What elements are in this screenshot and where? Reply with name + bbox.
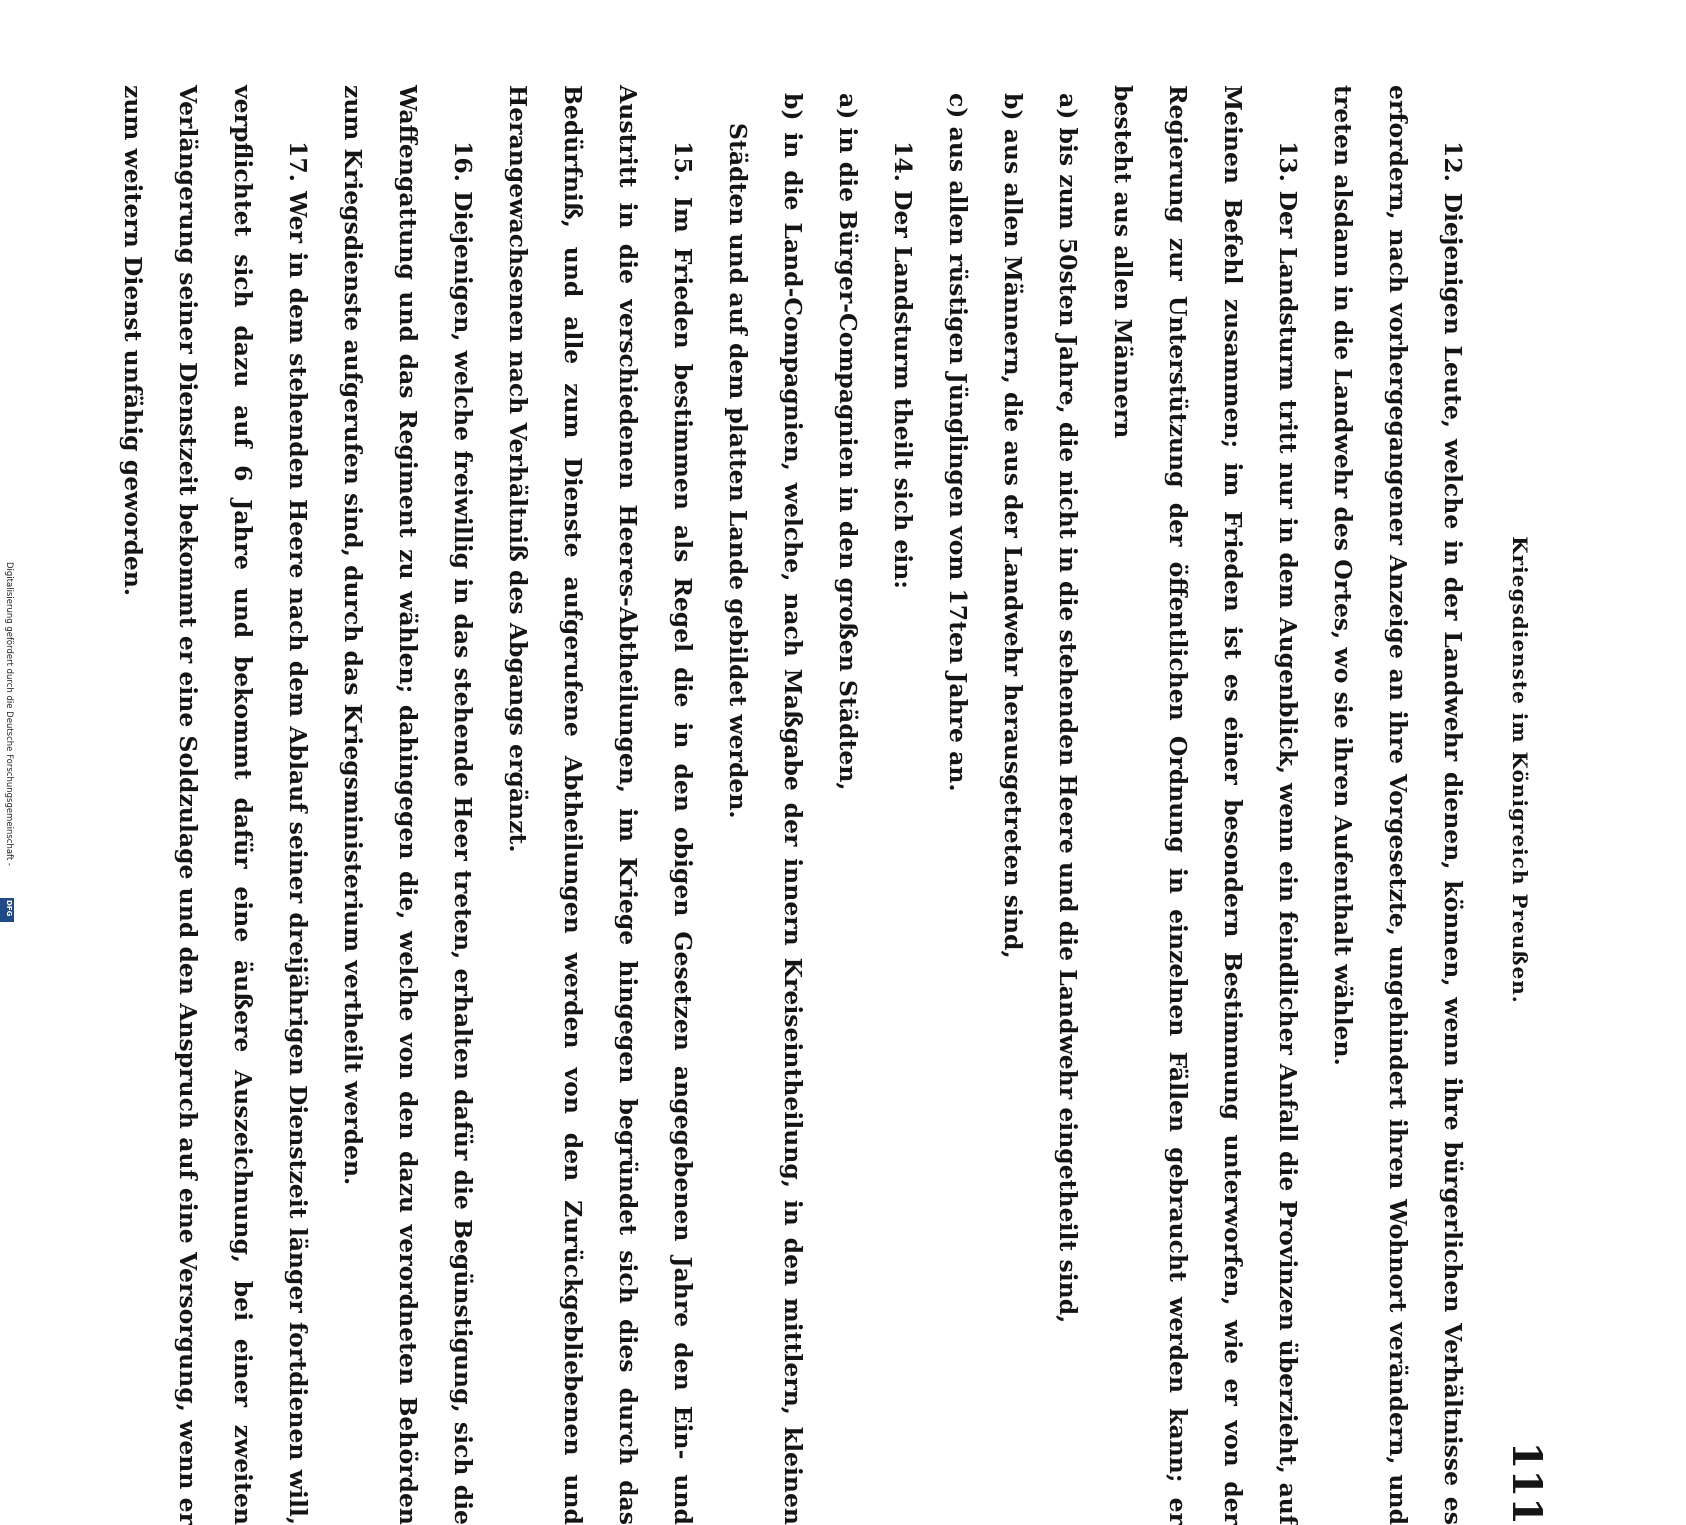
body-text <box>105 85 1480 1525</box>
paragraph-14-item-a: a) in die Bürger-Compagnien in den großen Städten, <box>820 85 875 1525</box>
dfg-logo <box>0 898 14 922</box>
paragraph-13-item-c: c) aus allen rüstigen Jünglingen vom 17ten Jahre an. <box>930 85 985 1525</box>
paragraph-12: 12. Diejenigen Leute, welche in der Landwehr dienen, können, wenn ihre bürgerlichen Verhältnisse es erfordern, nach vorhergegangener Anzeige an ihre Vorgesetzte, ungehindert ihren Wohnort verändern, und treten alsdann in die Landwehr des Ortes, wo sie ihren Aufenthalt wählen. <box>1315 85 1480 1525</box>
paragraph-14-item-b: b) in die Land-Compagnien, welche, nach Maßgabe der innern Kreiseintheilung, in den mittlern, kleinen Städten und auf dem platten Lande gebildet werden. <box>710 85 820 1525</box>
page-header <box>1480 85 1550 1525</box>
dfg-logo-text: DFG <box>5 900 13 916</box>
digitization-credit-text: Digitalisierung gefördert durch die Deutsche Forschungsgemeinschaft - <box>4 562 14 922</box>
paragraph-15: 15. Im Frieden bestimmen als Regel die in den obigen Gesetzen angegebenen Jahre den Ein- und Austritt in die verschiedenen Heeres-Abtheilungen, im Kriege hingegen begründet sich dies durch das Bedürfniß, und alle zum Dienste aufgerufene Abtheilungen werden von den Zurückgebliebenen und Herangewachsenen nach Verhältniß des Abgangs ergänzt. <box>490 85 710 1525</box>
paragraph-13: 13. Der Landsturm tritt nur in dem Augenblick, wenn ein feindlicher Anfall die Provinzen überzieht, auf Meinen Befehl zusammen; im Frieden ist es einer besondern Bestimmung unterworfen, wie er von der Regierung zur Unterstützung der öffentlichen Ordnung in einzelnen Fällen gebraucht werden kann; er besteht aus allen Männern <box>1095 85 1315 1525</box>
running-head: Kriegsdienste im Königreich Preußen. <box>1508 85 1532 1455</box>
rotated-page <box>155 85 1550 1525</box>
digitization-credit <box>0 562 14 922</box>
paragraph-17: 17. Wer in dem stehenden Heere nach dem Ablauf seiner dreijährigen Dienstzeit länger fortdienen will, verpflichtet sich dazu auf 6 Jahre und bekommt dafür eine äußere Auszeichnung, bei einer zweiten Verlängerung seiner Dienstzeit bekommt er eine Soldzulage und den Anspruch auf eine Versorgung, wenn er zum weitern Dienst unfähig geworden. <box>105 85 325 1525</box>
page-content <box>155 85 1550 1525</box>
paragraph-13-item-b: b) aus allen Männern, die aus der Landwehr herausgetreten sind, <box>985 85 1040 1525</box>
paragraph-13-item-a: a) bis zum 50sten Jahre, die nicht in die stehenden Heere und die Landwehr eingetheilt sind, <box>1040 85 1095 1525</box>
page-number: 111 <box>1503 1442 1550 1525</box>
paragraph-14: 14. Der Landsturm theilt sich ein: <box>875 85 930 1525</box>
paragraph-16: 16. Diejenigen, welche freiwillig in das stehende Heer treten, erhalten dafür die Begünstigung, sich die Waffengattung und das Regiment zu wählen; dahingegen die, welche von den dazu verordneten Behörden zum Kriegsdienste aufgerufen sind, durch das Kriegsministerium vertheilt werden. <box>325 85 490 1525</box>
